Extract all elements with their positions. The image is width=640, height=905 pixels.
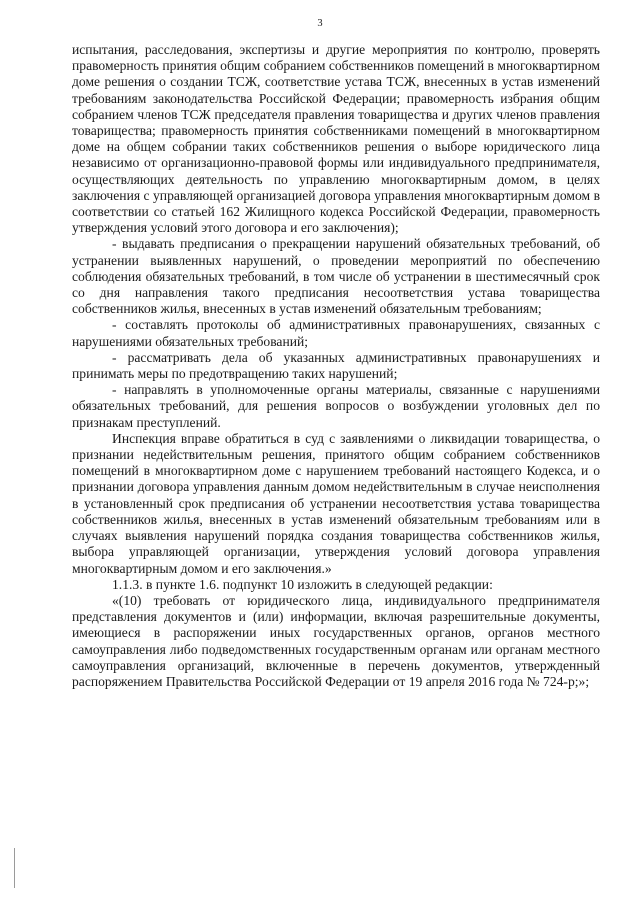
document-body: [72, 42, 600, 690]
page-number: 3: [317, 18, 323, 29]
paragraph: - направлять в уполномоченные органы материалы, связанные с нарушениями обязательных требований, для решения вопросов о возбуждении уголовных дел по признакам преступлений.: [72, 382, 600, 430]
paragraph: «(10) требовать от юридического лица, индивидуального предпринимателя представления документов и (или) информации, включая разрешительные документы, имеющиеся в распоряжении иных государственных органов, органов местного самоуправления либо подведомственных государственным органам или органам местного самоуправления организаций, включенные в перечень документов, утвержденный распоряжением Правительства Российской Федерации от 19 апреля 2016 года № 724-р;»;: [72, 592, 600, 689]
paragraph: - выдавать предписания о прекращении нарушений обязательных требований, об устранении выявленных нарушений, о проведении мероприятий по обеспечению соблюдения обязательных требований, в том числе об устранении в шестимесячный срок со дня направления такого предписания несоответствия устава товарищества собственников жилья, внесенных в устав изменений обязательным требованиям;: [72, 236, 600, 317]
paragraph: Инспекция вправе обратиться в суд с заявлениями о ликвидации товарищества, о признании недействительным решения, принятого общим собранием собственников помещений в многоквартирном доме с нарушением требований настоящего Кодекса, и о признании договора управления данным домом недействительным в случае неисполнения в установленный срок предписания об устранении несоответствия устава товарищества собственников жилья, внесенных в устав изменений обязательным требованиям или в случаях выявления нарушений порядка создания товарищества собственников жилья, выбора управляющей организации, утверждения условий договора управления многоквартирным домом и его заключения.»: [72, 430, 600, 576]
scan-margin-mark: [14, 848, 15, 888]
paragraph: испытания, расследования, экспертизы и другие мероприятия по контролю, проверять правомерность принятия общим собранием собственников помещений в многоквартирном доме решения о создании ТСЖ, соответствие устава ТСЖ, внесенных в устав изменений требованиям законодательства Российской Федерации; правомерность избрания общим собранием членов ТСЖ председателя правления товарищества и других членов правления товарищества; правомерность принятия собственниками помещений в многоквартирном доме на общем собрании таких собственников решения о выборе юридического лица независимо от организационно-правовой формы или индивидуального предпринимателя, осуществляющих деятельность по управлению многоквартирным домом, в целях заключения с управляющей организацией договора управления многоквартирным домом в соответствии со статьей 162 Жилищного кодекса Российской Федерации, правомерность утверждения условий этого договора и его заключения);: [72, 42, 600, 236]
paragraph: - рассматривать дела об указанных административных правонарушениях и принимать меры по предотвращению таких нарушений;: [72, 349, 600, 382]
paragraph: - составлять протоколы об административных правонарушениях, связанных с нарушениями обязательных требований;: [72, 317, 600, 349]
paragraph: 1.1.3. в пункте 1.6. подпункт 10 изложить в следующей редакции:: [112, 576, 493, 592]
